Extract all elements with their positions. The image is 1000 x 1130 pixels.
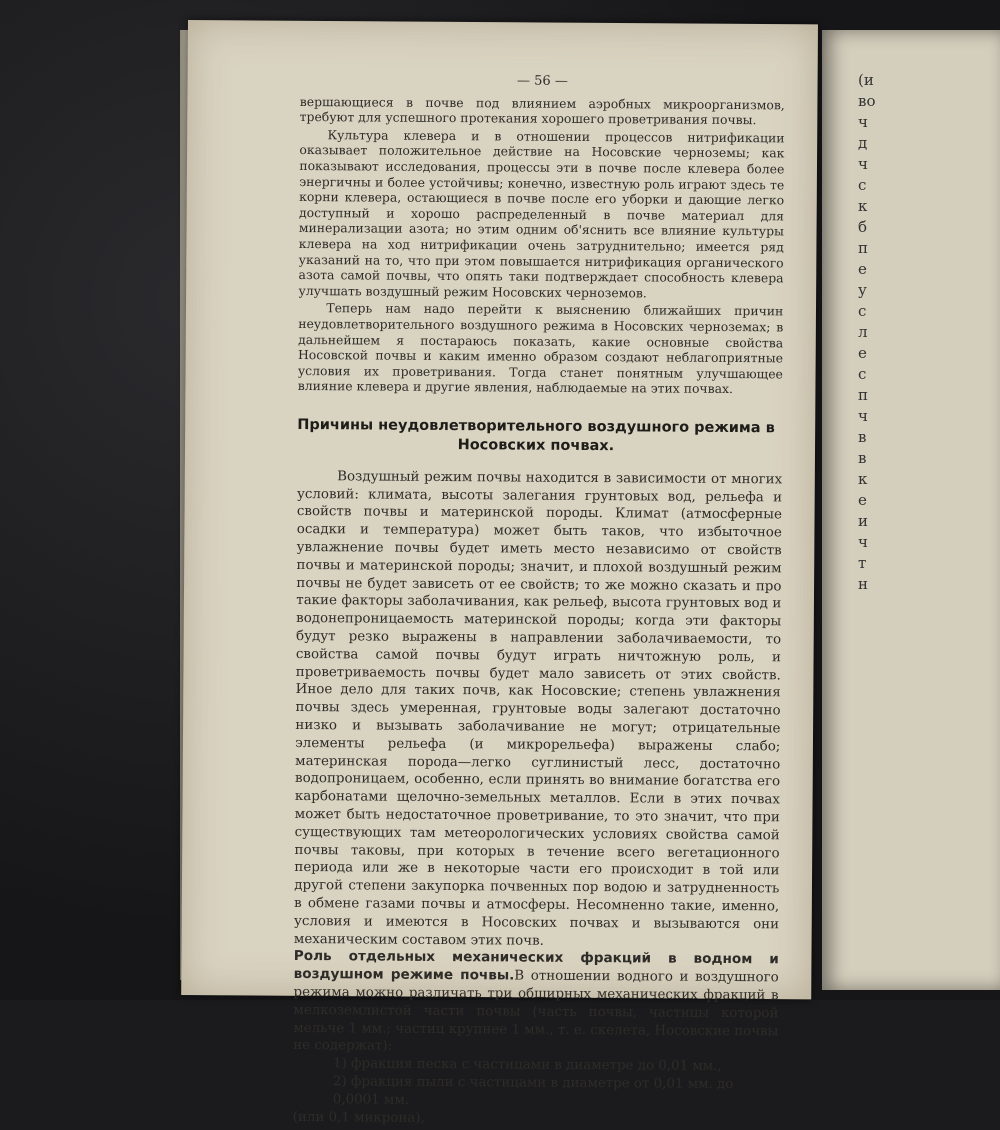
facing-page-fragment: д xyxy=(858,134,868,152)
paragraph-tail: (или 0,1 микрона), xyxy=(292,1109,425,1126)
facing-page-fragment: и xyxy=(858,512,868,530)
facing-page-fragment: н xyxy=(858,575,868,593)
facing-page-fragment: б xyxy=(858,218,868,236)
paragraph-3: Теперь нам надо перейти к выяснению ближайших причин неудовлетворительного воздушного режима в Носовских черноземах; в дальнейшем я постараюсь показать, какие основные свойства Носовской почвы и каким именно образом создают неблагоприятные условия их проветривания. Тогда станет понятным улучшающее влияние клевера и другие явления, наблюдаемые на этих почвах. xyxy=(297,300,784,397)
facing-page-fragment: ч xyxy=(858,155,868,173)
inline-heading: Роль отдельных механических фракций в водном и воздушном режиме почвы. xyxy=(293,948,779,984)
page-content xyxy=(293,72,785,1130)
facing-page-fragment: с xyxy=(858,365,867,383)
facing-page-fragment: т xyxy=(858,554,867,572)
list-item: 1) фракция песка с частицами в диаметре до 0,01 мм., xyxy=(333,1056,722,1075)
facing-page-fragment: е xyxy=(858,491,867,509)
page-number: — 56 — xyxy=(516,73,568,89)
facing-page-fragment: л xyxy=(858,323,868,341)
facing-page-fragment: в xyxy=(858,449,867,467)
facing-page xyxy=(822,30,1000,990)
paragraph-after xyxy=(293,948,779,1058)
facing-page-fragment: в xyxy=(858,428,867,446)
facing-page-fragment: к xyxy=(858,197,868,215)
list-item: 2) фракция пыли с частицами в диаметре от 0,01 мм. до 0,0001 мм. xyxy=(332,1074,734,1108)
paragraph-1: вершающиеся в почве под влиянием аэробных микроорганизмов, требуют для успешного протекания хорошего проветривания почвы. xyxy=(299,93,785,128)
facing-page-fragment: п xyxy=(858,239,868,257)
facing-page-fragment: е xyxy=(858,260,867,278)
facing-page-fragment: с xyxy=(858,302,867,320)
facing-page-fragment: ч xyxy=(858,113,868,131)
facing-page-fragment: п xyxy=(858,386,868,404)
facing-page-fragment: ч xyxy=(858,533,868,551)
paragraph-main: Воздушный режим почвы находится в зависимости от многих условий: климата, высоты залегания грунтовых вод, рельефа и свойств почвы и материнской породы. Климат (атмосферные осадки и температура) может быть таков, что избыточное увлажнение почвы будет иметь место независимо от свойств почвы и материнской породы; значит, и плохой воздушный режим почвы не будет зависеть от ее свойств; то же можно сказать и про такие факторы заболачивания, как рельеф, высота грунтовых вод и водонепроницаемость материнской породы; когда эти факторы будут резко выражены в направлении заболачиваемости, то свойства самой почвы будут играть ничтожную роль, и проветриваемость почвы будет мало зависеть от этих свойств. Иное дело для таких почв, как Носовские; степень увлажнения почвы здесь умеренная, грунтовые воды залегают достаточно низко и вызывать заболачивание не могут; отрицательные элементы рельефа (и микрорельефа) выражены слабо; материнская порода—легко суглинистый лесс, достаточно водопроницаем, особенно, если принять во внимание богатства его карбонатами щелочно-земельных металлов. Если в этих почвах может быть недостаточное проветривание, то это значит, что при существующих там метеорологических условиях свойства самой почвы таковы, при которых в течение всего вегетационного периода или же в некоторые части его происходит в той или другой степени закупорка почвенных пор водою и затрудненность в обмене газами почвы и атмосферы. Несомненно такие, именно, условия и имеются в Носовских почвах и вызываются они механическим составом этих почв. xyxy=(293,469,783,949)
facing-page-fragment: е xyxy=(858,344,867,362)
facing-page-text xyxy=(858,70,888,595)
facing-page-fragment: (и xyxy=(858,71,874,89)
paragraph-after-text: В отношении водного и воздушного режима можно различать три обширных механических фракций в мелкоземлистой части почвы (часть почвы, частицы которой мельче 1 мм.; частиц крупнее 1 мм., т. е. скелета, Носовские почвы не содержат): xyxy=(293,968,779,1055)
facing-page-fragment: у xyxy=(858,281,867,299)
section-heading: Причины неудовлетворительного воздушного режима в Носовских почвах. xyxy=(297,416,775,455)
paragraph-2: Культура клевера и в отношении процессов нитрификации оказывает положительное действие на Носовские черноземы; как показывают исследования, процессы эти в почве после клевера более энергичны и более устойчивы; конечно, известную роль играют здесь те корни клевера, остающиеся в почве после его уборки и дающие легко доступный и хорошо распределенный в почве материал для минерализации азота; но этим одним об'яснить все влияние культуры клевера на ход нитрификации очень затруднительно; имеется ряд указаний на то, что при этом повышается нитрификация органического азота самой почвы, что опять таки подтверждает способность клевера улучшать воздушный режим Носовских черноземов. xyxy=(298,126,785,301)
facing-page-fragment: к xyxy=(858,470,868,488)
facing-page-fragment: с xyxy=(858,176,867,194)
facing-page-fragment: ч xyxy=(858,407,868,425)
facing-page-fragment: во xyxy=(858,92,876,110)
